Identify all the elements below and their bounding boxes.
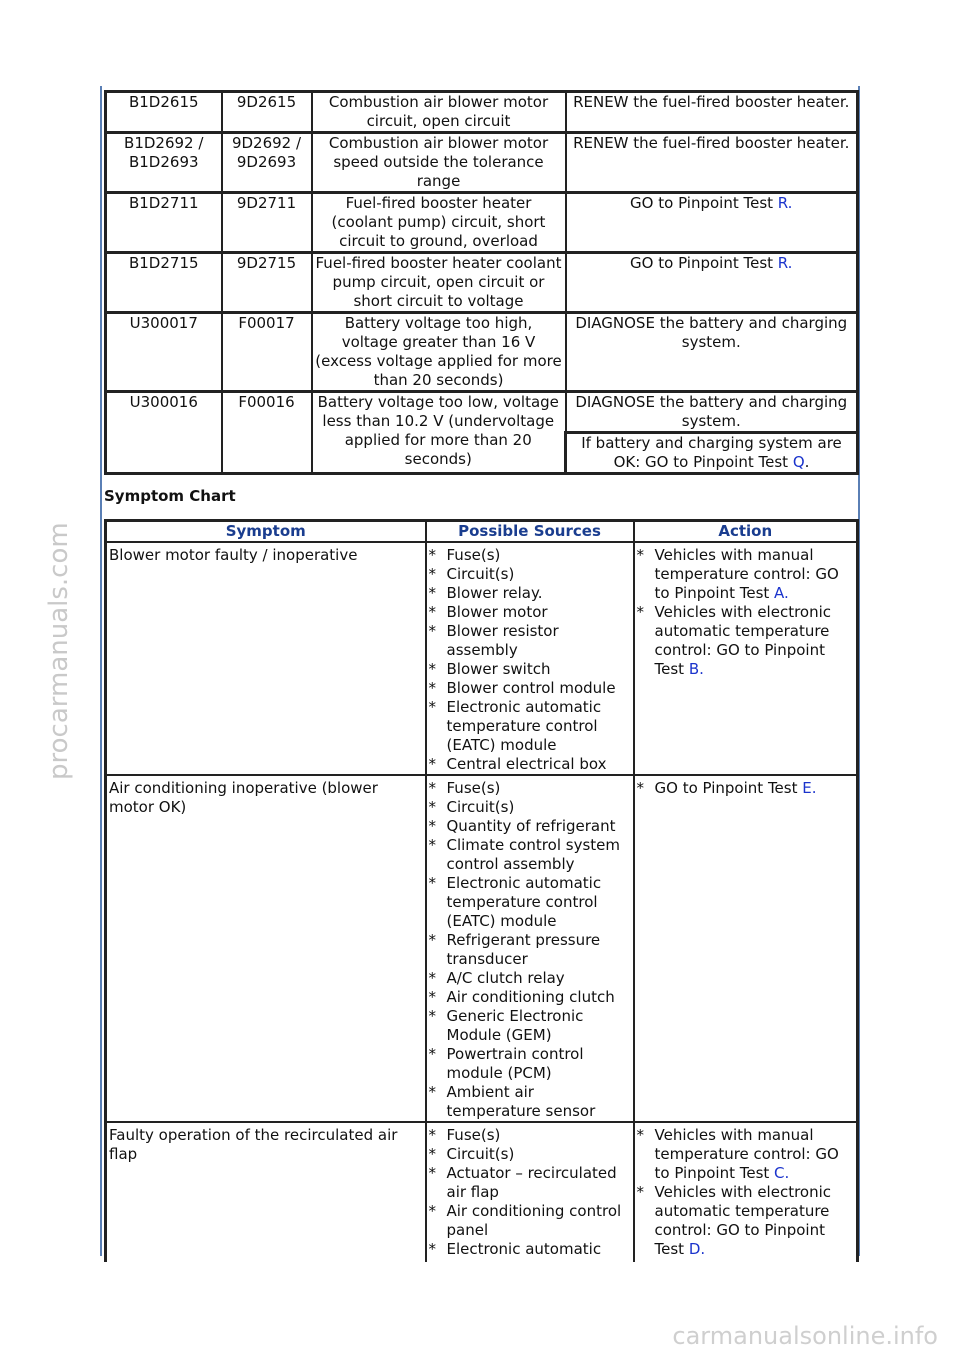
possible-sources bbox=[426, 775, 634, 1122]
header-action: Action bbox=[634, 521, 858, 543]
action-text: GO to Pinpoint Test bbox=[630, 254, 778, 272]
source-item: * Electronic automatic bbox=[429, 1240, 631, 1259]
source-item: * Air conditioning control panel bbox=[429, 1202, 631, 1240]
dtc-description: Battery voltage too high, voltage greater than 16 V (excess voltage applied for more than 20 seconds) bbox=[312, 313, 566, 392]
dtc-description: Combustion air blower motor speed outside the tolerance range bbox=[312, 133, 566, 193]
source-item: * Central electrical box bbox=[429, 755, 631, 774]
dtc-action bbox=[566, 193, 858, 253]
source-item: * Powertrain control module (PCM) bbox=[429, 1045, 631, 1083]
action-text: Vehicles with electronic automatic temperature control: GO to Pinpoint Test bbox=[654, 1183, 832, 1258]
symptom-header-row bbox=[106, 521, 858, 543]
dtc-code: U300016 bbox=[106, 392, 222, 474]
dtc-description: Fuel-fired booster heater (coolant pump) circuit, short circuit to ground, overload bbox=[312, 193, 566, 253]
section-heading: Symptom Chart bbox=[104, 487, 236, 505]
dtc-description: Combustion air blower motor circuit, open circuit bbox=[312, 92, 566, 133]
action-cell bbox=[634, 542, 858, 775]
dtc-action: RENEW the fuel-fired booster heater. bbox=[566, 92, 858, 133]
source-item: * Fuse(s) bbox=[429, 546, 631, 565]
alt-code: 9D2711 bbox=[222, 193, 312, 253]
action-text: If battery and charging system are OK: GO to Pinpoint Test bbox=[581, 434, 842, 471]
source-item: * Generic Electronic Module (GEM) bbox=[429, 1007, 631, 1045]
source-item: * Air conditioning clutch bbox=[429, 988, 631, 1007]
action-text: Vehicles with manual temperature control: GO to Pinpoint Test bbox=[654, 546, 839, 602]
dtc-action: RENEW the fuel-fired booster heater. bbox=[566, 133, 858, 193]
action-text: Vehicles with manual temperature control: GO to Pinpoint Test bbox=[654, 1126, 839, 1182]
dtc-row bbox=[106, 253, 858, 313]
possible-sources bbox=[426, 1122, 634, 1262]
action-cell bbox=[634, 775, 858, 1122]
action-cell bbox=[634, 1122, 858, 1262]
alt-code: 9D2615 bbox=[222, 92, 312, 133]
action-text-end: . bbox=[804, 453, 810, 471]
dtc-table bbox=[104, 90, 859, 475]
page-border-left bbox=[100, 86, 102, 1256]
action-item bbox=[637, 546, 855, 603]
source-item: * Blower control module bbox=[429, 679, 631, 698]
dtc-row bbox=[106, 313, 858, 392]
action-item bbox=[637, 1126, 855, 1183]
alt-code: F00017 bbox=[222, 313, 312, 392]
source-item: * Ambient air temperature sensor bbox=[429, 1083, 631, 1121]
source-item: * Fuse(s) bbox=[429, 779, 631, 798]
header-possible-sources: Possible Sources bbox=[426, 521, 634, 543]
pinpoint-test-link[interactable]: R. bbox=[777, 254, 793, 272]
side-watermark bbox=[4, 400, 74, 780]
pinpoint-test-link[interactable]: A. bbox=[774, 584, 789, 602]
alt-code: 9D2692 / 9D2693 bbox=[222, 133, 312, 193]
source-item: * Electronic automatic temperature control (EATC) module bbox=[429, 698, 631, 755]
source-item: * Fuse(s) bbox=[429, 1126, 631, 1145]
source-item: * Blower motor bbox=[429, 603, 631, 622]
dtc-code: B1D2615 bbox=[106, 92, 222, 133]
dtc-action: DIAGNOSE the battery and charging system. bbox=[566, 313, 858, 392]
dtc-action: DIAGNOSE the battery and charging system. bbox=[566, 392, 858, 433]
symptom-text: Blower motor faulty / inoperative bbox=[106, 542, 426, 775]
dtc-row bbox=[106, 133, 858, 193]
symptom-row bbox=[106, 1122, 858, 1262]
alt-code: F00016 bbox=[222, 392, 312, 474]
pinpoint-test-link[interactable]: B. bbox=[688, 660, 704, 678]
action-text: Vehicles with electronic automatic temperature control: GO to Pinpoint Test bbox=[654, 603, 832, 678]
symptom-row bbox=[106, 775, 858, 1122]
pinpoint-test-link[interactable]: Q bbox=[792, 453, 805, 471]
source-item: * Circuit(s) bbox=[429, 1145, 631, 1164]
dtc-description: Battery voltage too low, voltage less than 10.2 V (undervoltage applied for more than 20 seconds) bbox=[312, 392, 566, 474]
symptom-text: Faulty operation of the recirculated air flap bbox=[106, 1122, 426, 1262]
source-item: * Electronic automatic temperature control (EATC) module bbox=[429, 874, 631, 931]
dtc-row bbox=[106, 392, 858, 433]
document-content bbox=[104, 90, 856, 1262]
alt-code: 9D2715 bbox=[222, 253, 312, 313]
pinpoint-test-link[interactable]: D. bbox=[688, 1240, 706, 1258]
dtc-action bbox=[566, 253, 858, 313]
symptom-chart-table bbox=[104, 519, 859, 1262]
dtc-code: B1D2715 bbox=[106, 253, 222, 313]
source-item: * Climate control system control assembly bbox=[429, 836, 631, 874]
dtc-code: U300017 bbox=[106, 313, 222, 392]
action-text: GO to Pinpoint Test bbox=[654, 779, 803, 797]
source-item: * Refrigerant pressure transducer bbox=[429, 931, 631, 969]
source-item: * Circuit(s) bbox=[429, 798, 631, 817]
pinpoint-test-link[interactable]: C. bbox=[774, 1164, 790, 1182]
source-item: * Actuator – recirculated air flap bbox=[429, 1164, 631, 1202]
action-item bbox=[637, 1183, 855, 1259]
action-text: GO to Pinpoint Test bbox=[630, 194, 778, 212]
dtc-code: B1D2692 / B1D2693 bbox=[106, 133, 222, 193]
action-item bbox=[637, 603, 855, 679]
symptom-text: Air conditioning inoperative (blower motor OK) bbox=[106, 775, 426, 1122]
action-item bbox=[637, 779, 855, 798]
pinpoint-test-link[interactable]: E. bbox=[802, 779, 817, 797]
source-item: * Quantity of refrigerant bbox=[429, 817, 631, 836]
source-item: * Blower relay. bbox=[429, 584, 631, 603]
symptom-row bbox=[106, 542, 858, 775]
dtc-action bbox=[566, 433, 858, 474]
source-item: * Blower resistor assembly bbox=[429, 622, 631, 660]
dtc-row bbox=[106, 92, 858, 133]
pinpoint-test-link[interactable]: R. bbox=[777, 194, 793, 212]
source-item: * Circuit(s) bbox=[429, 565, 631, 584]
dtc-description: Fuel-fired booster heater coolant pump circuit, open circuit or short circuit to voltage bbox=[312, 253, 566, 313]
dtc-code: B1D2711 bbox=[106, 193, 222, 253]
possible-sources bbox=[426, 542, 634, 775]
header-symptom: Symptom bbox=[106, 521, 426, 543]
side-watermark-text: procarmanuals.com bbox=[44, 522, 74, 780]
dtc-row bbox=[106, 193, 858, 253]
source-item: * Blower switch bbox=[429, 660, 631, 679]
bottom-watermark: carmanualsonline.info bbox=[672, 1322, 938, 1350]
source-item: * A/C clutch relay bbox=[429, 969, 631, 988]
